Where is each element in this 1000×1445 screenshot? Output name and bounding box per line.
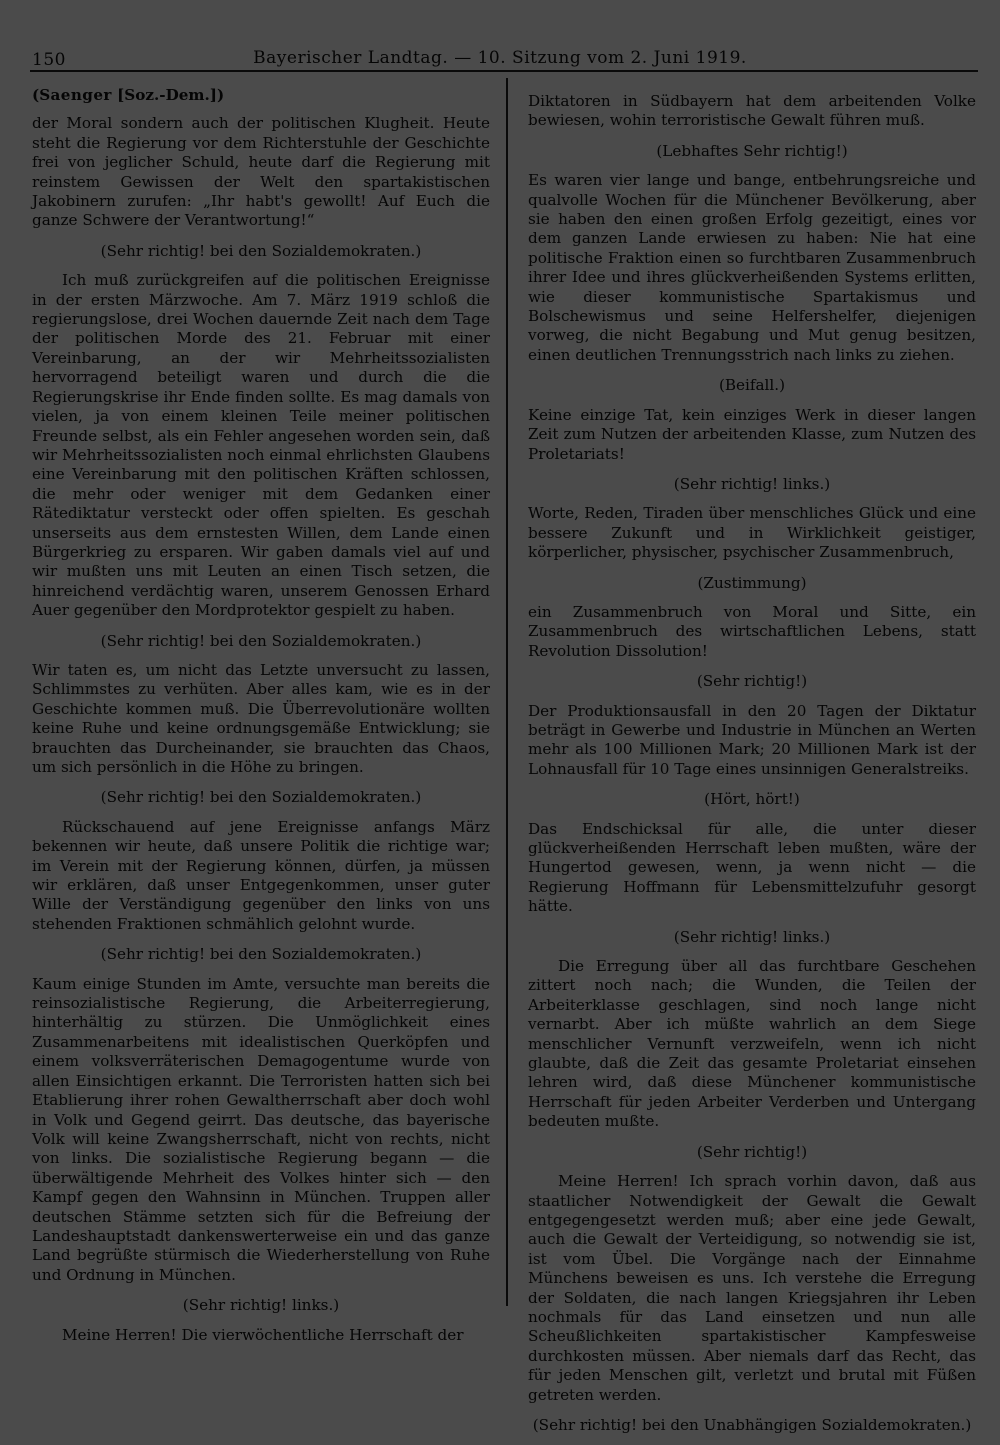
- interjection: (Sehr richtig! bei den Sozialdemokraten.): [100, 945, 422, 964]
- interjection: (Sehr richtig!): [696, 1142, 808, 1161]
- interjection: (Sehr richtig! links.): [673, 927, 831, 946]
- speaker-party: [Soz.-Dem.]: [117, 86, 217, 104]
- paragraph: Keine einzige Tat, kein einziges Werk in dieser langen Zeit zum Nutzen der arbeitenden Klasse, zum Nutzen des Proletariats!: [528, 405, 976, 463]
- running-head: Bayerischer Landtag. — 10. Sitzung vom 2. Juni 1919.: [253, 48, 747, 68]
- paragraph: Meine Herren! Ich sprach vorhin davon, daß aus staatlicher Notwendigkeit der Gewalt die Gewalt entgegengesetzt werden muß; aber eine jede Gewalt, auch die Gewalt der Verteidigung, so notwendig sie ist, ist vom Übel. Die Vorgänge nach der Einnahme Münchens beweisen es uns. Ich verstehe die Erregung der Soldaten, die nach langen Kriegsjahren ihr Leben nochmals für das Land einsetzen und nun alle Scheußlichkeiten spartakistischer Kampfesweise durchkosten müssen. Aber niemals darf das Recht, das für jeden Menschen gilt, verletzt und brutal mit Füßen getreten werden.: [528, 1172, 976, 1404]
- paragraph: Rückschauend auf jene Ereignisse anfangs März bekennen wir heute, daß unsere Politik die richtige war; im Verein mit der Regierung können, dürfen, ja müssen wir erklären, daß unser Entgegenkommen, unser guter Wille der Verständigung gegenüber den links von uns stehenden Fraktionen schmählich gelohnt wurde.: [32, 817, 490, 933]
- left-column: [32, 86, 490, 1351]
- paragraph: der Moral sondern auch der politischen Klugheit. Heute steht die Regierung vor dem Richterstuhle der Geschichte frei von jeglicher Schuld, heute darf die Regierung mit reinstem Gewissen der Welt den spartakistischen Jakobinern zurufen: „Ihr habt's gewollt! Auf Euch die ganze Schwere der Verantwortung!“: [32, 114, 490, 230]
- interjection: (Sehr richtig! links.): [673, 474, 831, 493]
- interjection: (Sehr richtig! bei den Sozialdemokraten.): [100, 788, 422, 807]
- paragraph: Worte, Reden, Tiraden über menschliches Glück und eine bessere Zukunft und in Wirklichkeit geistiger, körperlicher, physischer, psychischer Zusammenbruch,: [528, 504, 976, 562]
- interjection: (Zustimmung): [697, 573, 807, 592]
- paragraph: Der Produktionsausfall in den 20 Tagen der Diktatur beträgt in Gewerbe und Industrie in München an Werten mehr als 100 Millionen Mark; 20 Millionen Mark ist der Lohnausfall für 10 Tage eines unsinnigen Generalstreiks.: [528, 701, 976, 778]
- paragraph: Das Endschicksal für alle, die unter dieser glückverheißenden Herrschaft leben mußten, wäre der Hungertod gewesen, wenn, ja wenn nicht — die Regierung Hoffmann für Lebensmittelzufuhr gesorgt hätte.: [528, 819, 976, 916]
- column-divider: [506, 78, 508, 1306]
- header-rule: [30, 70, 978, 72]
- interjection: (Sehr richtig! links.): [182, 1296, 340, 1315]
- paragraph: Die Erregung über all das furchtbare Geschehen zittert noch nach; die Wunden, die Teilen der Arbeiterklasse geschlagen, sind noch lange nicht vernarbt. Aber ich müßte wahrlich an dem Siege menschlicher Vernunft verzweifeln, wenn ich nicht glaubte, daß die Zeit das gesamte Proletariat einsehen lehren wird, daß diese Münchener kommunistische Herrschaft für jeden Arbeiter Verderben und Untergang bedeuten mußte.: [528, 957, 976, 1131]
- speaker-name: Saenger: [39, 86, 112, 104]
- paragraph: Meine Herren! Die vierwöchentliche Herrschaft der: [62, 1325, 464, 1344]
- interjection: (Sehr richtig! bei den Sozialdemokraten.): [100, 241, 422, 260]
- paragraph: ein Zusammenbruch von Moral und Sitte, ein Zusammenbruch des wirtschaftlichen Lebens, statt Revolution Dissolution!: [528, 602, 976, 660]
- interjection: (Lebhaftes Sehr richtig!): [656, 141, 848, 160]
- interjection: (Sehr richtig! bei den Sozialdemokraten.): [100, 631, 422, 650]
- interjection: (Hört, hört!): [704, 790, 800, 809]
- right-column: [528, 92, 976, 1445]
- paragraph: Wir taten es, um nicht das Letzte unversucht zu lassen, Schlimmstes zu verhüten. Aber alles kam, wie es in der Geschichte kommen muß. Die Überrevolutionäre wollten keine Ruhe und keine ordnungsgemäße Entwicklung; sie brauchten das Durcheinander, sie brauchten das Chaos, um sich persönlich in die Höhe zu bringen.: [32, 660, 490, 776]
- interjection: (Sehr richtig!): [696, 672, 808, 691]
- paragraph: Kaum einige Stunden im Amte, versuchte man bereits die reinsozialistische Regierung, die Arbeiterregierung, hinterhältig zu stürzen. Die Unmöglichkeit eines Zusammenarbeitens mit idealistischen Querköpfen und einem volksverräterischen Demagogentume wurde von allen Einsichtigen erkannt. Die Terroristen hatten sich bei Etablierung ihrer rohen Gewaltherrschaft aber doch wohl in Volk und Gegend geirrt. Das deutsche, das bayerische Volk will keine Zwangsherrschaft, nicht von rechts, nicht von links. Die sozialistische Regierung begann — die überwältigende Mehrheit des Volkes hinter sich — den Kampf gegen den Wahnsinn in München. Truppen aller deutschen Stämme setzten sich für die Befreiung der Landeshauptstadt dankenswerterweise ein und das ganze Land begrüßte stürmisch die Wiederherstellung von Ruhe und Ordnung in München.: [32, 974, 490, 1284]
- paragraph: Ich muß zurückgreifen auf die politischen Ereignisse in der ersten Märzwoche. Am 7. März 1919 schloß die regierungslose, drei Wochen dauernde Zeit nach dem Tage der politischen Morde des 21. Februar mit einer Vereinbarung, an der wir Mehrheitssozialisten hervorragend beteiligt waren und durch die die Regierungskrise ihr Ende finden sollte. Es mag damals von vielen, ja von einem kleinen Teile meiner politischen Freunde selbst, als ein Fehler angesehen worden sein, daß wir Mehrheitssozialisten noch einmal ehrlichsten Glaubens eine Vereinbarung mit den politischen Kräften schlossen, die mehr oder weniger mit dem Gedanken einer Rätediktatur versteckt oder offen spielten. Es geschah unserseits aus dem ernstesten Willen, dem Lande einen Bürgerkrieg zu ersparen. Wir gaben damals viel auf und wir mußten uns mit Leuten an einen Tisch setzen, die hinreichend verdächtig waren, unserem Genossen Erhard Auer gegenüber den Mordprotektor gespielt zu haben.: [32, 271, 490, 620]
- paragraph: Diktatoren in Südbayern hat dem arbeitenden Volke bewiesen, wohin terroristische Gewalt führen muß.: [528, 92, 976, 130]
- page-number: 150: [32, 50, 66, 70]
- interjection: (Sehr richtig! bei den Unabhängigen Sozialdemokraten.): [532, 1415, 972, 1434]
- speaker-line: (Saenger [Soz.-Dem.]): [32, 86, 225, 104]
- paragraph: Es waren vier lange und bange, entbehrungsreiche und qualvolle Wochen für die Münchener Bevölkerung, aber sie haben den einen großen Erfolg gezeitigt, eines vor dem ganzen Lande erwiesen zu haben: Nie hat eine politische Fraktion einen so furchtbaren Zusammenbruch ihrer Idee und ihres glückverheißenden Systems erlitten, wie dieser kommunistische Spartakismus und Bolschewismus und seine Helfershelfer, diejenigen vorweg, die nicht Begabung und Mut genug besitzen, einen deutlichen Trennungsstrich nach links zu ziehen.: [528, 171, 976, 364]
- interjection: (Beifall.): [718, 376, 786, 395]
